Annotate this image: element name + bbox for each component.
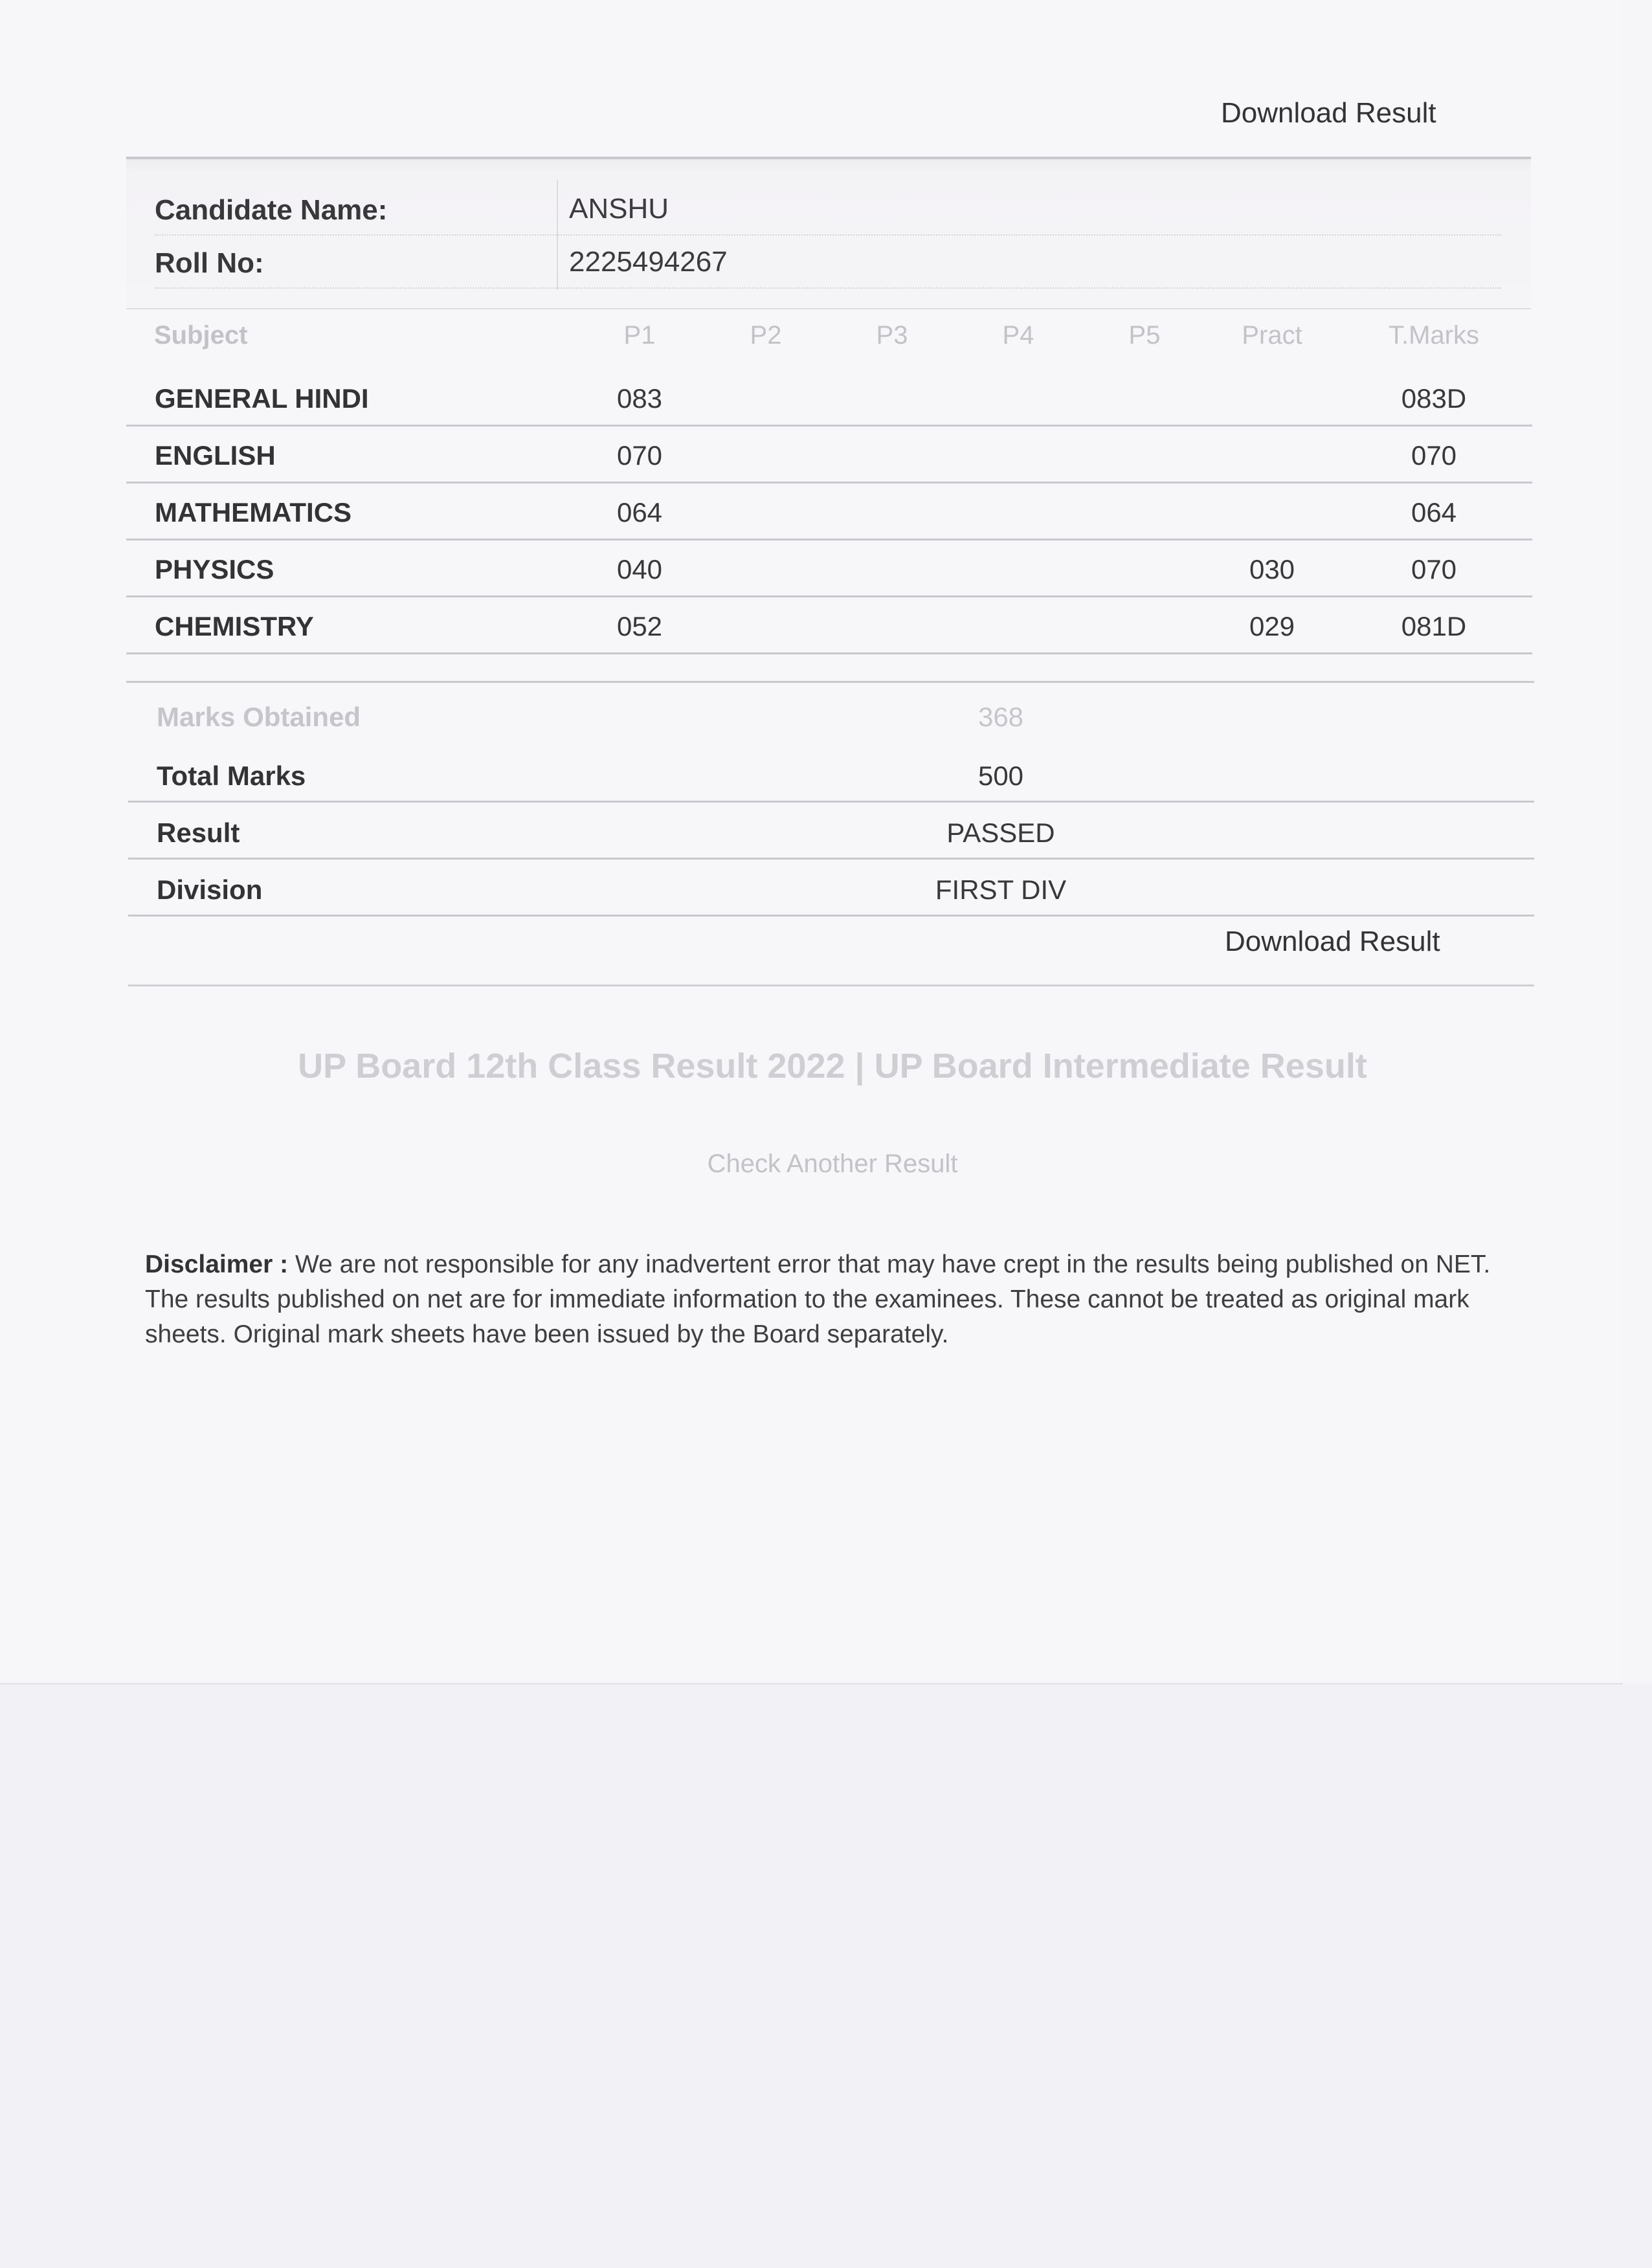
lower-blank-sheet: [0, 1685, 1652, 2268]
paper-edge: [1621, 0, 1652, 1683]
table-row: [126, 426, 1532, 484]
header-p5: P5: [1128, 321, 1161, 350]
total-marks: 083D: [1401, 383, 1467, 414]
total-marks: 081D: [1401, 611, 1467, 641]
subject-name: MATHEMATICS: [155, 497, 352, 528]
candidate-name-row: [155, 183, 1501, 236]
p1-marks: 040: [616, 554, 663, 584]
download-result-link-bottom[interactable]: Download Result: [1225, 926, 1440, 957]
header-p2: P2: [750, 321, 782, 350]
marks-obtained-label: Marks Obtained: [157, 702, 361, 732]
roll-number-row: [155, 236, 1501, 289]
total-marks: 070: [1411, 440, 1457, 471]
page-heading[interactable]: UP Board 12th Class Result 2022 | UP Board Intermediate Result: [298, 1047, 1367, 1085]
header-pract: Pract: [1242, 321, 1302, 350]
marks-obtained-row: [128, 686, 1534, 742]
roll-number-label: Roll No:: [155, 247, 264, 279]
roll-number-value: 2225494267: [569, 246, 728, 278]
header-subject: Subject: [154, 321, 248, 350]
candidate-name-label: Candidate Name:: [155, 194, 388, 226]
total-marks: 064: [1411, 497, 1457, 528]
division-label: Division: [157, 874, 263, 905]
p1-marks: 064: [616, 497, 663, 528]
header-p3: P3: [876, 321, 908, 350]
disclaimer-text: We are not responsible for any inadvertent error that may have crept in the results being published on NET. The results published on net are for immediate information to the examinees. These cannot be treated as original mark sheets. Original mark sheets have been issued by the Board separately.: [145, 1251, 1491, 1348]
download-result-link-top[interactable]: Download Result: [1221, 97, 1436, 129]
table-row: [126, 369, 1532, 427]
table-row: [126, 540, 1532, 597]
result-label: Result: [157, 817, 240, 848]
subject-name: PHYSICS: [155, 554, 274, 584]
header-total-marks: T.Marks: [1389, 321, 1479, 350]
table-row: [126, 483, 1532, 540]
division-value: FIRST DIV: [935, 874, 1067, 905]
p1-marks: 070: [616, 440, 663, 471]
p1-marks: 083: [616, 383, 663, 414]
pract-marks: 030: [1249, 554, 1295, 584]
summary-divider: [126, 681, 1534, 683]
bottom-divider: [128, 984, 1534, 986]
result-value: PASSED: [946, 817, 1055, 848]
subject-name: CHEMISTRY: [155, 611, 314, 641]
disclaimer: [145, 1247, 1524, 1352]
marks-obtained-value: 368: [977, 702, 1024, 732]
disclaimer-label: Disclaimer :: [145, 1251, 289, 1278]
subject-name: GENERAL HINDI: [155, 383, 369, 414]
check-another-result-link[interactable]: Check Another Result: [707, 1150, 958, 1178]
division-row: [128, 859, 1534, 917]
result-row: [128, 802, 1534, 860]
total-marks-label: Total Marks: [157, 761, 306, 791]
header-p1: P1: [623, 321, 656, 350]
subject-name: ENGLISH: [155, 440, 276, 471]
candidate-name-value: ANSHU: [569, 193, 669, 225]
total-marks-row: [128, 745, 1534, 803]
header-p4: P4: [1002, 321, 1034, 350]
pract-marks: 029: [1249, 611, 1295, 641]
total-marks: 070: [1411, 554, 1457, 584]
candidate-info-box: [126, 157, 1531, 309]
total-marks-value: 500: [977, 761, 1024, 791]
table-row: [126, 597, 1532, 654]
p1-marks: 052: [616, 611, 663, 641]
